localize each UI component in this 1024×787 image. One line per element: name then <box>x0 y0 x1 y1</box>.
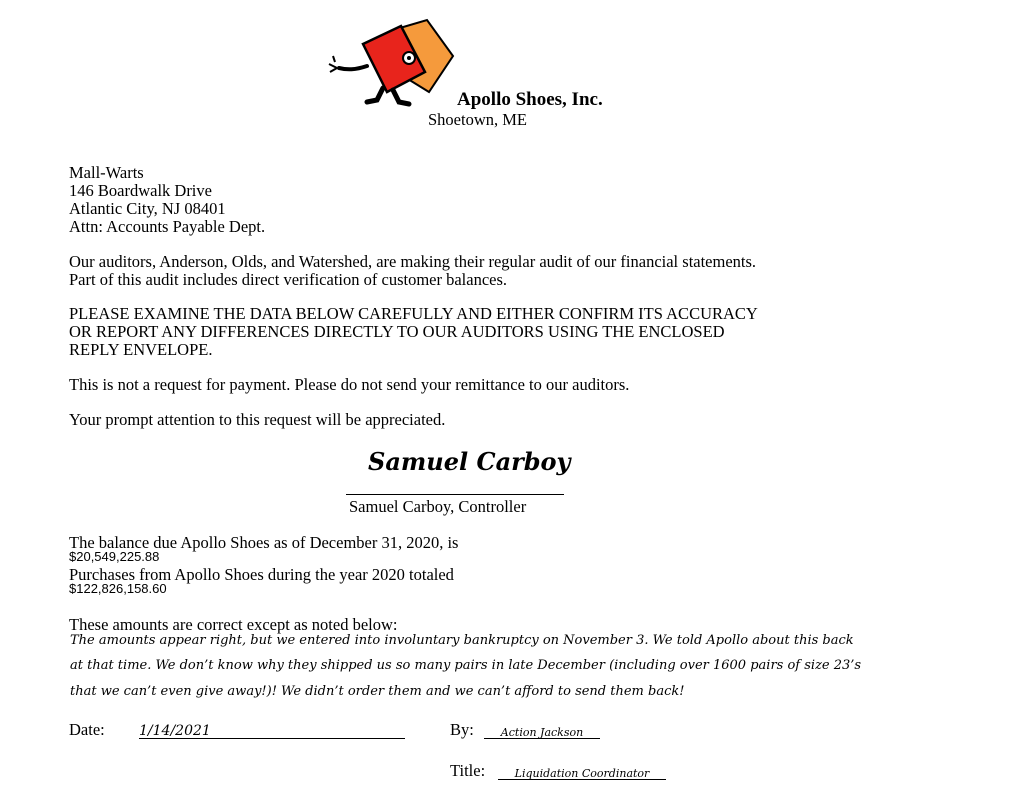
caps-paragraph-line2: OR REPORT ANY DIFFERENCES DIRECTLY TO OUR AUDITORS USING THE ENCLOSED <box>69 322 725 341</box>
audit-paragraph-line2: Part of this audit includes direct verification of customer balances. <box>69 270 508 289</box>
signature-name-title: Samuel Carboy, Controller <box>349 497 527 516</box>
purchases-value: $122,826,158.60 <box>69 581 167 596</box>
prompt-paragraph: Your prompt attention to this request will be appreciated. <box>69 410 446 429</box>
recipient-attn: Attn: Accounts Payable Dept. <box>69 217 266 236</box>
date-field <box>139 720 405 739</box>
signature-script: Samuel Carboy <box>368 447 571 476</box>
title-value: Liquidation Coordinator <box>514 767 650 780</box>
exception-note-line3: that we can’t even give away!)! We didn’t order them and we can’t afford to send them back! <box>70 684 685 699</box>
by-value: Action Jackson <box>500 726 584 739</box>
caps-paragraph-line3: REPLY ENVELOPE. <box>69 340 213 359</box>
exceptions-label: These amounts are correct except as noted below: <box>69 615 398 634</box>
by-label: By: <box>450 720 474 739</box>
company-name: Apollo Shoes, Inc. <box>457 89 603 110</box>
caps-paragraph-line1: PLEASE EXAMINE THE DATA BELOW CAREFULLY AND EITHER CONFIRM ITS ACCURACY <box>69 304 758 323</box>
signature-line <box>346 494 564 495</box>
recipient-name: Mall-Warts <box>69 163 144 182</box>
date-value: 1/14/2021 <box>139 723 211 739</box>
exception-note-line2: at that time. We don’t know why they shipped us so many pairs in late December (including over 1600 pairs of size 23’s <box>70 658 862 673</box>
title-label: Title: <box>450 761 486 780</box>
purchases-label: Purchases from Apollo Shoes during the year 2020 totaled <box>69 565 454 584</box>
exception-note-line1: The amounts appear right, but we entered into involuntary bankruptcy on November 3. We told Apollo about this back <box>70 633 854 648</box>
audit-paragraph-line1: Our auditors, Anderson, Olds, and Watershed, are making their regular audit of our financial statements. <box>69 252 757 271</box>
recipient-street: 146 Boardwalk Drive <box>69 181 212 200</box>
by-field <box>484 720 600 739</box>
company-location: Shoetown, ME <box>428 110 527 129</box>
title-field <box>498 761 666 780</box>
not-payment-paragraph: This is not a request for payment. Please do not send your remittance to our auditors. <box>69 375 630 394</box>
balance-value: $20,549,225.88 <box>69 549 160 564</box>
recipient-city: Atlantic City, NJ 08401 <box>69 199 226 218</box>
running-shoe-mascot-icon <box>325 16 460 108</box>
date-label: Date: <box>69 720 105 739</box>
balance-label: The balance due Apollo Shoes as of December 31, 2020, is <box>69 533 459 552</box>
